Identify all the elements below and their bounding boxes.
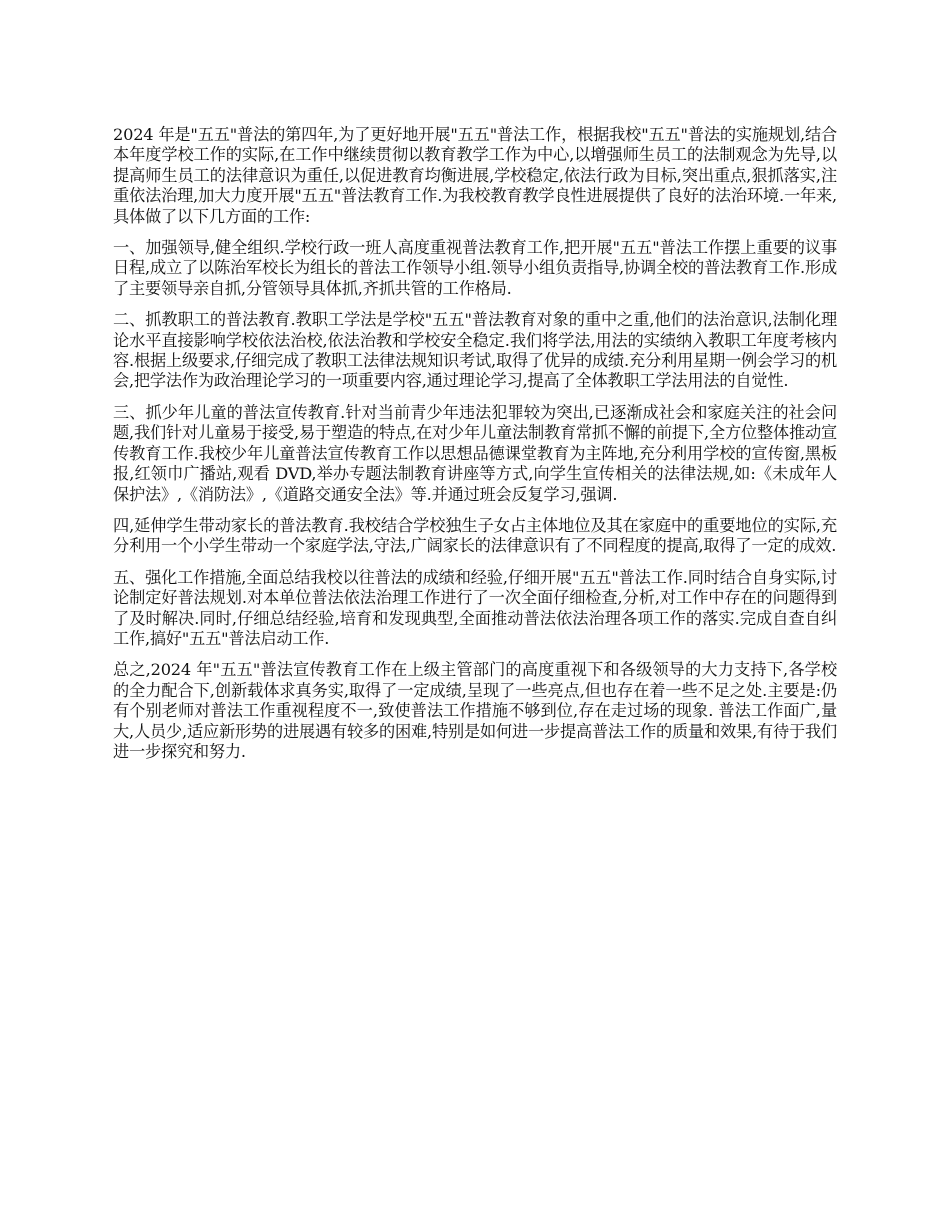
- intro-paragraph: 2024 年是"五五"普法的第四年,为了更好地开展"五五"普法工作，根据我校"五五"普法的实施规划,结合本年度学校工作的实际,在工作中继续贯彻以教育教学工作为中心,以增强师生员工的法制观念为先导,以提高师生员工的法律意识为重任,以促进教育均衡进展,学校稳定,依法行政为目标,突出重点,狠抓落实,注重依法治理,加大力度开展"五五"普法教育工作.为我校教育教学良性进展提供了良好的法治环境.一年来,具体做了以下几方面的工作:: [113, 125, 837, 226]
- section-measures-paragraph: 五、强化工作措施,全面总结我校以往普法的成绩和经验,仔细开展"五五"普法工作.同时结合自身实际,讨论制定好普法规划.对本单位普法依法治理工作进行了一次全面仔细检查,分析,对工作中存在的问题得到了及时解决.同时,仔细总结经验,培育和发现典型,全面推动普法依法治理各项工作的落实.完成自查自纠工作,搞好"五五"普法启动工作.: [113, 567, 837, 648]
- section-staff-education-paragraph: 二、抓教职工的普法教育.教职工学法是学校"五五"普法教育对象的重中之重,他们的法治意识,法制化理论水平直接影响学校依法治校,依法治教和学校安全稳定.我们将学法,用法的实绩纳入教职工年度考核内容.根据上级要求,仔细完成了教职工法律法规知识考试,取得了优异的成绩.充分利用星期一例会学习的机会,把学法作为政治理论学习的一项重要内容,通过理论学习,提高了全体教职工学法用法的自觉性.: [113, 310, 837, 391]
- summary-paragraph: 总之,2024 年"五五"普法宣传教育工作在上级主管部门的高度重视下和各级领导的大力支持下,各学校的全力配合下,创新载体求真务实,取得了一定成绩,呈现了一些亮点,但也存在着一些不足之处.主要是:仍有个别老师对普法工作重视程度不一,致使普法工作措施不够到位,存在走过场的现象. 普法工作面广,量大,人员少,适应新形势的进展遇有较多的困难,特别是如何进一步提高普法工作的质量和效果,有待于我们进一步探究和努力.: [113, 660, 837, 761]
- document-page: [113, 125, 837, 773]
- section-parent-education-paragraph: 四,延伸学生带动家长的普法教育.我校结合学校独生子女占主体地位及其在家庭中的重要地位的实际,充分利用一个小学生带动一个家庭学法,守法,广阔家长的法律意识有了不同程度的提高,取得了一定的成效.: [113, 515, 837, 556]
- section-youth-education-paragraph: 三、抓少年儿童的普法宣传教育.针对当前青少年违法犯罪较为突出,已逐渐成社会和家庭关注的社会问题,我们针对儿童易于接受,易于塑造的特点,在对少年儿童法制教育常抓不懈的前提下,全方位整体推动宣传教育工作.我校少年儿童普法宣传教育工作以思想品德课堂教育为主阵地,充分利用学校的宣传窗,黑板报,红领巾广播站,观看 DVD,举办专题法制教育讲座等方式,向学生宣传相关的法律法规,如:《未成年人保护法》,《消防法》,《道路交通安全法》等.并通过班会反复学习,强调.: [113, 402, 837, 504]
- section-leadership-paragraph: 一、加强领导,健全组织.学校行政一班人高度重视普法教育工作,把开展"五五"普法工作摆上重要的议事日程,成立了以陈治军校长为组长的普法工作领导小组.领导小组负责指导,协调全校的普法教育工作.形成了主要领导亲自抓,分管领导具体抓,齐抓共管的工作格局.: [113, 238, 837, 298]
